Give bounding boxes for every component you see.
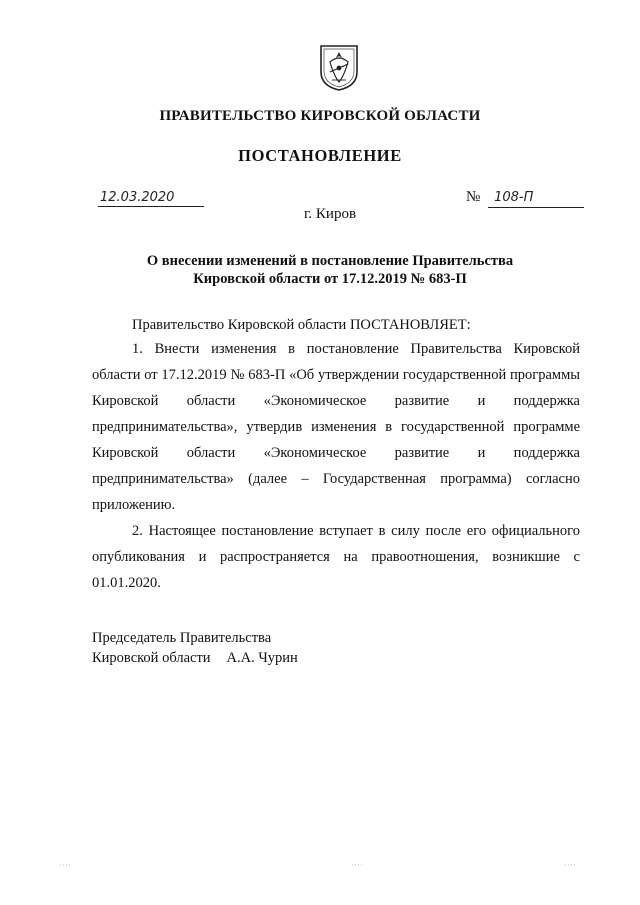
signer-org-line <box>92 648 298 668</box>
document-type: ПОСТАНОВЛЕНИЕ <box>238 146 402 165</box>
organization-title: ПРАВИТЕЛЬСТВО КИРОВСКОЙ ОБЛАСТИ <box>159 108 481 124</box>
signer-title: Председатель Правительства <box>92 630 272 646</box>
subject-line: О внесении изменений в постановление Правительства <box>146 253 514 269</box>
signer-org: Кировской области <box>92 650 211 666</box>
coat-of-arms-icon <box>318 42 360 92</box>
paragraph-2: 2. Настоящее постановление вступает в силу после его официального опубликования и распространяется на правоотношения, возникшие с 01.01.2020. <box>92 523 580 591</box>
signature-block <box>92 628 298 668</box>
document-subject <box>120 252 540 288</box>
number-value: 108-П <box>488 189 584 208</box>
city: г. Киров <box>303 206 357 222</box>
paragraph-1: 1. Внести изменения в постановление Правительства Кировской области от 17.12.2019 № 683-П «Об утверждении государственной программы Кировской области «Экономическое развитие и поддержка предпринимательства», утвердив изменения в государственной программе Кировской области «Экономическое развитие и поддержка предпринимательства» (далее – Государственная программа) согласно приложению. <box>92 341 580 513</box>
document-number <box>466 188 584 208</box>
signer-name: А.А. Чурин <box>226 650 298 666</box>
scan-specks <box>60 856 580 864</box>
intro-paragraph: Правительство Кировской области ПОСТАНОВЛЯЕТ: <box>132 317 471 333</box>
subject-line: Кировской области от 17.12.2019 № 683-П <box>193 271 467 287</box>
number-sign: № <box>466 189 481 205</box>
document-date: 12.03.2020 <box>98 190 204 207</box>
